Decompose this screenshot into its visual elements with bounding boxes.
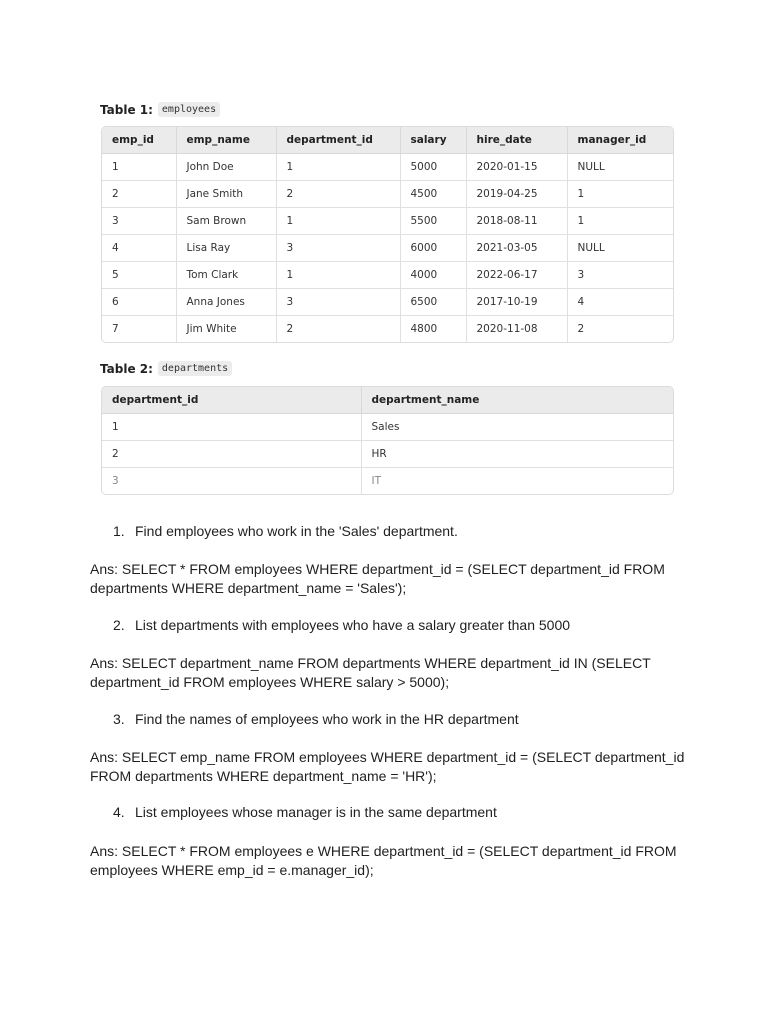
- table1-caption: [100, 102, 220, 117]
- answer-line: Ans: SELECT department_name FROM departments WHERE department_id IN (SELECT: [90, 655, 651, 671]
- table1-caption-label: Table 1:: [100, 102, 153, 117]
- table-cell: 2: [577, 323, 585, 335]
- table1-caption-code: employees: [158, 102, 220, 117]
- table-header-row: [102, 127, 673, 154]
- question-item: [113, 711, 519, 727]
- table-cell: 1: [276, 154, 400, 181]
- table-cell: 2: [102, 181, 176, 208]
- table-cell: John Doe: [176, 154, 276, 181]
- table-cell: 2: [276, 316, 400, 343]
- answer-line: Ans: SELECT * FROM employees WHERE department_id = (SELECT department_id FROM: [90, 561, 665, 577]
- table-cell: 2020-01-15: [466, 154, 567, 181]
- column-header: emp_id: [102, 127, 176, 154]
- table-row: [102, 468, 673, 495]
- question-item: [113, 523, 458, 539]
- answer-line: Ans: SELECT emp_name FROM employees WHERE department_id = (SELECT department_id: [90, 749, 685, 765]
- table-cell: Jane Smith: [176, 181, 276, 208]
- table-cell: 2018-08-11: [466, 208, 567, 235]
- table-cell: 3: [102, 468, 361, 495]
- table-row: [102, 262, 673, 289]
- question-text: List employees whose manager is in the same department: [135, 804, 497, 820]
- table-cell: Jim White: [176, 316, 276, 343]
- table-cell: Tom Clark: [176, 262, 276, 289]
- answer-line: Ans: SELECT * FROM employees e WHERE department_id = (SELECT department_id FROM: [90, 843, 677, 859]
- question-text: List departments with employees who have a salary greater than 5000: [135, 617, 571, 633]
- answer-block: [90, 842, 690, 880]
- column-header: hire_date: [466, 127, 567, 154]
- table-cell: NULL: [567, 154, 673, 181]
- answer-block: [90, 560, 690, 598]
- table-cell: 2: [102, 441, 361, 468]
- employees-table: [101, 126, 674, 343]
- answer-block: [90, 654, 690, 692]
- departments-table: [101, 386, 674, 495]
- table-cell: Lisa Ray: [176, 235, 276, 262]
- table-cell: Sales: [361, 414, 673, 441]
- table-cell: Sam Brown: [176, 208, 276, 235]
- table-cell: 2020-11-08: [466, 316, 567, 343]
- table-cell: NULL: [567, 235, 673, 262]
- table-cell: 1: [102, 154, 176, 181]
- table-cell: 2021-03-05: [466, 235, 567, 262]
- table-cell: 4000: [400, 262, 466, 289]
- column-header: department_name: [361, 387, 673, 414]
- table-cell: IT: [371, 475, 382, 487]
- table-cell: 1: [276, 262, 400, 289]
- question-number: 3.: [113, 711, 125, 727]
- table-cell: 2017-10-19: [466, 289, 567, 316]
- table-row: [102, 181, 673, 208]
- answer-block: [90, 748, 690, 786]
- answer-line: department_id FROM employees WHERE salary > 5000);: [90, 674, 450, 690]
- table-cell: 4500: [400, 181, 466, 208]
- column-header: department_id: [102, 387, 361, 414]
- table-cell: 4800: [400, 316, 466, 343]
- answer-line: departments WHERE department_name = 'Sales');: [90, 580, 407, 596]
- column-header: department_id: [276, 127, 400, 154]
- table-cell: 5000: [400, 154, 466, 181]
- column-header: manager_id: [567, 127, 673, 154]
- table-row: [102, 289, 673, 316]
- table-cell: 6000: [400, 235, 466, 262]
- question-item: [113, 804, 497, 820]
- table-cell: 5: [102, 262, 176, 289]
- table-cell: 4: [567, 289, 673, 316]
- table-header-row: [102, 387, 673, 414]
- column-header: salary: [400, 127, 466, 154]
- question-item: [113, 617, 570, 633]
- answer-line: FROM departments WHERE department_name = 'HR');: [90, 768, 437, 784]
- table2-caption-code: departments: [158, 361, 232, 376]
- table2-caption: [100, 361, 232, 376]
- table-row: [102, 235, 673, 262]
- table-row: [102, 316, 673, 343]
- question-text: Find employees who work in the 'Sales' department.: [135, 523, 458, 539]
- table-cell: Anna Jones: [176, 289, 276, 316]
- table-cell: 3: [276, 235, 400, 262]
- table-cell: 2022-06-17: [466, 262, 567, 289]
- table-row: [102, 208, 673, 235]
- table-cell: 3: [567, 262, 673, 289]
- question-number: 1.: [113, 523, 125, 539]
- answer-line: employees WHERE emp_id = e.manager_id);: [90, 862, 374, 878]
- table-row: [102, 441, 673, 468]
- column-header: emp_name: [176, 127, 276, 154]
- question-number: 4.: [113, 804, 125, 820]
- question-text: Find the names of employees who work in the HR department: [135, 711, 519, 727]
- table-cell: 1: [567, 208, 673, 235]
- question-number: 2.: [113, 617, 125, 633]
- table-cell: HR: [361, 441, 673, 468]
- table-cell: 1: [276, 208, 400, 235]
- table-cell: 2019-04-25: [466, 181, 567, 208]
- table-cell: 5500: [400, 208, 466, 235]
- table-cell: 7: [102, 316, 176, 343]
- table-cell: 2: [276, 181, 400, 208]
- table-cell: 1: [102, 414, 361, 441]
- table-cell: 3: [276, 289, 400, 316]
- table-cell: 6: [102, 289, 176, 316]
- table-cell: 4: [102, 235, 176, 262]
- table-cell: 1: [567, 181, 673, 208]
- table-cell: 3: [102, 208, 176, 235]
- table-row: [102, 154, 673, 181]
- table-row: [102, 414, 673, 441]
- table2-caption-label: Table 2:: [100, 361, 153, 376]
- table-cell: 6500: [400, 289, 466, 316]
